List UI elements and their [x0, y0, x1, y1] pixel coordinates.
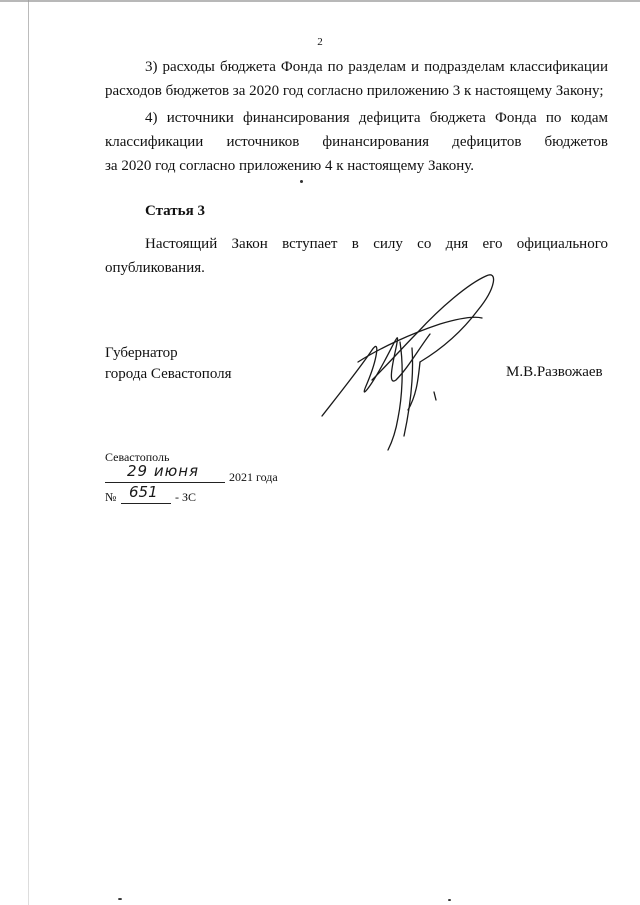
paragraph-line: классификации источников финансирования дефицитов бюджетов: [105, 134, 608, 150]
page-number: 2: [317, 36, 323, 48]
handwritten-signature: [300, 258, 530, 458]
number-sign: №: [105, 490, 117, 504]
paragraph-line: за 2020 год согласно приложению 4 к настоящему Закону.: [105, 158, 474, 174]
scan-edge-left: [28, 0, 29, 905]
paragraph-item-3: [105, 55, 608, 103]
signing-place: Севастополь: [105, 450, 170, 464]
signing-date: [105, 464, 305, 484]
number-underline: [121, 503, 171, 504]
paragraph-line: 3) расходы бюджета Фонда по разделам и подразделам классификации: [145, 59, 608, 75]
signatory-title: [105, 343, 232, 385]
paragraph-line: расходов бюджетов за 2020 год согласно приложению 3 к настоящему Закону;: [105, 83, 604, 99]
signatory-title-line: города Севастополя: [105, 366, 232, 382]
article-heading: Статья 3: [145, 203, 205, 219]
scan-speck: [300, 180, 303, 183]
paragraph-line: Настоящий Закон вступает в силу со дня его официального: [145, 236, 608, 252]
scan-speck: [448, 899, 451, 901]
law-number: [105, 484, 305, 506]
paragraph-line: 4) источники финансирования дефицита бюджета Фонда по кодам: [145, 110, 608, 126]
paragraph-item-4: [105, 106, 608, 178]
date-underline: [105, 482, 225, 483]
signatory-name: М.В.Развожаев: [506, 364, 603, 380]
scan-edge-top: [0, 0, 640, 2]
date-year: 2021 года: [229, 470, 278, 484]
handwritten-date: 29 июня: [127, 462, 200, 480]
paragraph-line: опубликования.: [105, 260, 205, 276]
number-suffix: - ЗС: [175, 490, 197, 504]
scan-speck: [118, 898, 122, 900]
signatory-title-line: Губернатор: [105, 345, 178, 361]
handwritten-number: 651: [129, 483, 158, 501]
